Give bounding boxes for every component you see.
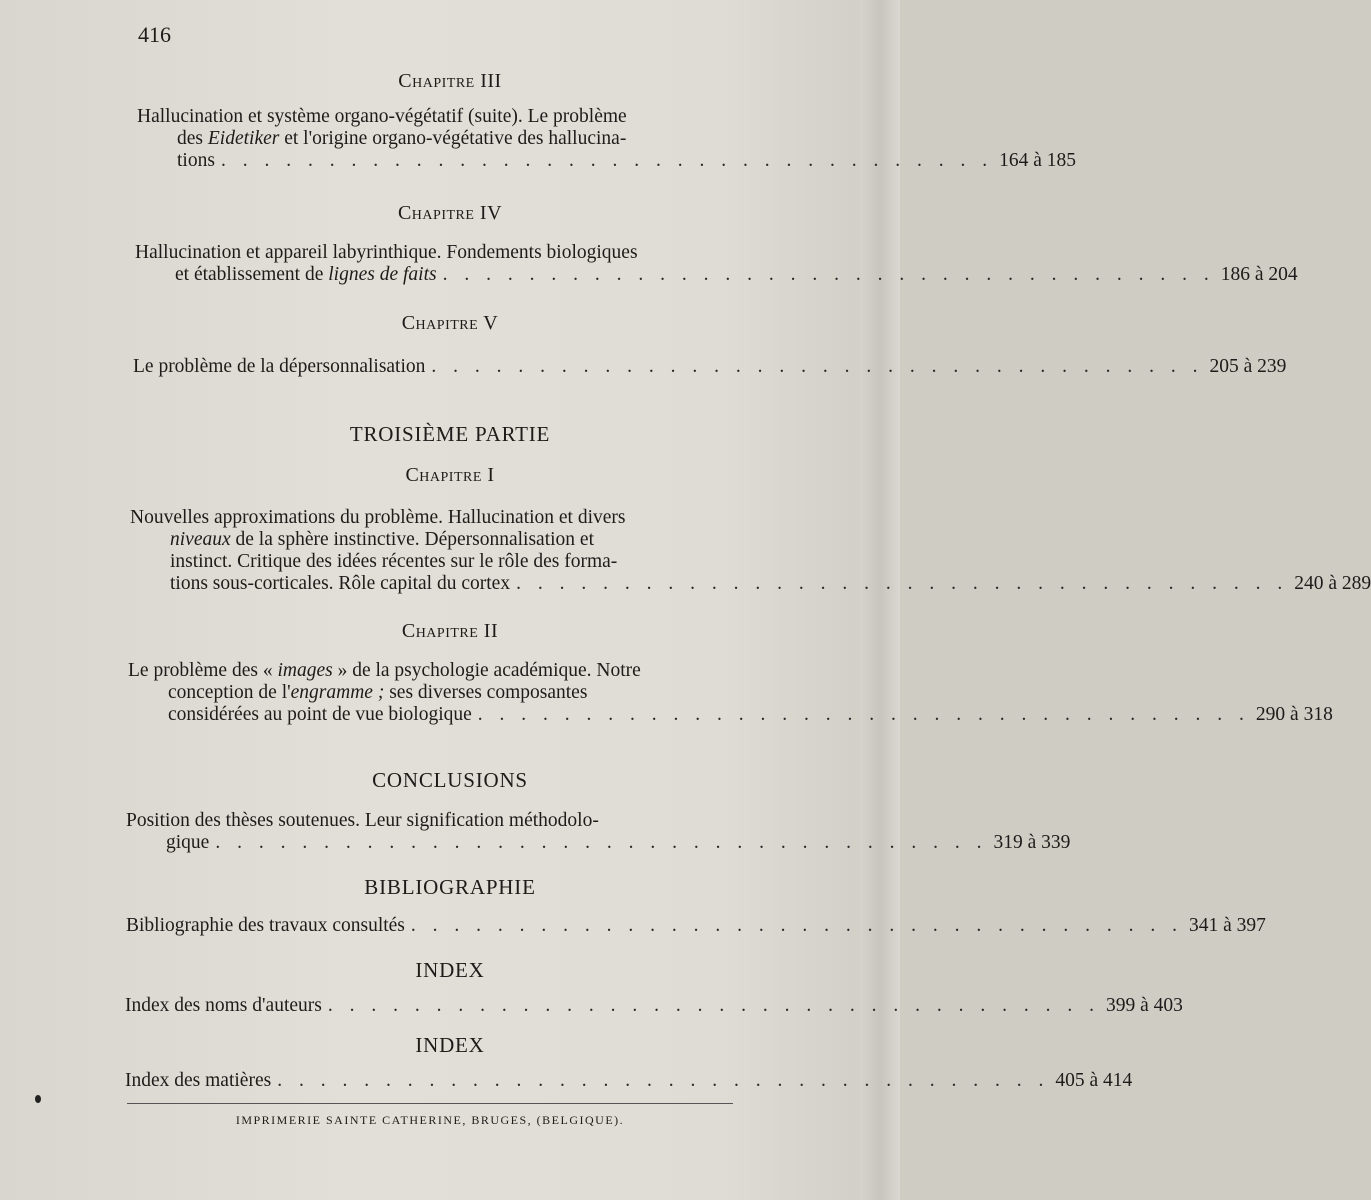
page-range: 240 à 289 [1294, 573, 1371, 594]
toc-italic: Eidetiker [207, 128, 280, 149]
page-range: 164 à 185 [999, 150, 1076, 171]
toc-line: Hallucination et appareil labyrinthique. Fondements biologiques [135, 242, 638, 263]
toc-text: considérées au point de vue biologique [168, 704, 472, 725]
toc-line [125, 995, 1183, 1017]
dot-leader: . . . . . . . . . . . . . . . . . . . . . . . . . . . . . . . . . . . . [215, 832, 988, 853]
toc-text: tions [177, 150, 215, 171]
dot-leader: . . . . . . . . . . . . . . . . . . . . . . . . . . . . . . . . . . . . [410, 915, 1184, 936]
page-range: 319 à 339 [993, 832, 1071, 853]
toc-entry [128, 660, 1333, 726]
page-range: 399 à 403 [1105, 995, 1183, 1016]
toc-italic: engramme ; [290, 682, 385, 703]
toc-text: » de la psychologie académique. Notre [332, 660, 641, 681]
toc-entry [137, 106, 1076, 172]
chapter-heading: Chapitre III [398, 70, 502, 92]
toc-entry [126, 810, 1071, 854]
page-range: 290 à 318 [1255, 704, 1333, 725]
page-number: 416 [138, 22, 171, 47]
toc-italic: images [277, 660, 333, 681]
toc-italic: niveaux [170, 529, 231, 550]
toc-text: et établissement de [175, 264, 329, 285]
section-heading: INDEX [415, 958, 485, 982]
toc-text: de la sphère instinctive. Dépersonnalisation et [230, 529, 594, 550]
toc-text: Le problème des « [128, 660, 278, 681]
chapter-heading: Chapitre I [405, 464, 495, 486]
toc-entry [126, 915, 1266, 937]
toc-text: des [177, 128, 208, 149]
toc-line [126, 832, 1071, 854]
section-heading: CONCLUSIONS [372, 768, 528, 792]
toc-line: Nouvelles approximations du problème. Hallucination et divers [130, 507, 626, 528]
section-heading: INDEX [415, 1033, 485, 1057]
toc-entry [130, 507, 1371, 595]
part-heading: TROISIÈME PARTIE [349, 422, 551, 446]
dot-leader: . . . . . . . . . . . . . . . . . . . . . . . . . . . . . . . . . . . . [431, 356, 1204, 377]
page-edge [860, 0, 900, 1200]
chapter-heading: Chapitre II [401, 620, 499, 642]
chapter-heading: Chapitre V [401, 312, 499, 334]
toc-line [128, 682, 753, 704]
toc-line [137, 128, 777, 150]
page-range: 341 à 397 [1189, 915, 1266, 936]
toc-text: tions sous-corticales. Rôle capital du cortex [170, 573, 511, 594]
toc-line [130, 529, 760, 551]
toc-line [128, 660, 753, 682]
toc-text: gique [166, 832, 210, 853]
chapter-heading: Chapitre IV [397, 202, 503, 224]
toc-entry [135, 242, 1298, 286]
toc-entry [125, 1070, 1133, 1092]
toc-text: Index des matières [125, 1070, 272, 1091]
toc-text: et l'origine organo-végétative des hallucina- [279, 128, 627, 149]
toc-entry [125, 995, 1183, 1017]
toc-line [128, 704, 1333, 726]
toc-line [135, 264, 1298, 286]
dot-leader: . . . . . . . . . . . . . . . . . . . . . . . . . . . . . . . . . . . . [220, 150, 994, 171]
toc-line: instinct. Critique des idées récentes sur le rôle des forma- [170, 551, 618, 572]
dot-leader: . . . . . . . . . . . . . . . . . . . . . . . . . . . . . . . . . . . . [277, 1070, 1050, 1091]
dot-leader: . . . . . . . . . . . . . . . . . . . . . . . . . . . . . . . . . . . . [327, 995, 1100, 1016]
toc-text: Le problème de la dépersonnalisation [133, 356, 426, 377]
toc-text: ses diverses composantes [384, 682, 588, 703]
toc-text: conception de l' [168, 682, 291, 703]
printer-imprint: IMPRIMERIE SAINTE CATHERINE, BRUGES, (BELGIQUE). [235, 1113, 625, 1127]
toc-italic: lignes de faits [328, 264, 437, 285]
toc-entry [133, 356, 1287, 378]
toc-line [126, 915, 1266, 937]
toc-text: Bibliographie des travaux consultés [126, 915, 405, 936]
toc-line: Position des thèses soutenues. Leur signification méthodolo- [126, 810, 599, 831]
ink-spot [35, 1095, 41, 1103]
footer-rule [127, 1103, 733, 1104]
dot-leader: . . . . . . . . . . . . . . . . . . . . . . . . . . . . . . . . . . . . [442, 264, 1215, 285]
toc-line: Hallucination et système organo-végétatif (suite). Le problème [137, 106, 627, 127]
page-range: 186 à 204 [1220, 264, 1298, 285]
page-range: 205 à 239 [1209, 356, 1287, 377]
section-heading: BIBLIOGRAPHIE [364, 875, 536, 899]
dot-leader: . . . . . . . . . . . . . . . . . . . . . . . . . . . . . . . . . . . . [516, 573, 1289, 594]
toc-line [137, 150, 1076, 172]
toc-text [175, 264, 437, 286]
page-range: 405 à 414 [1055, 1070, 1133, 1091]
toc-line [125, 1070, 1133, 1092]
toc-line [133, 356, 1287, 378]
toc-line [130, 573, 1371, 595]
toc-text: Index des noms d'auteurs [125, 995, 322, 1016]
dot-leader: . . . . . . . . . . . . . . . . . . . . . . . . . . . . . . . . . . . . [477, 704, 1250, 725]
